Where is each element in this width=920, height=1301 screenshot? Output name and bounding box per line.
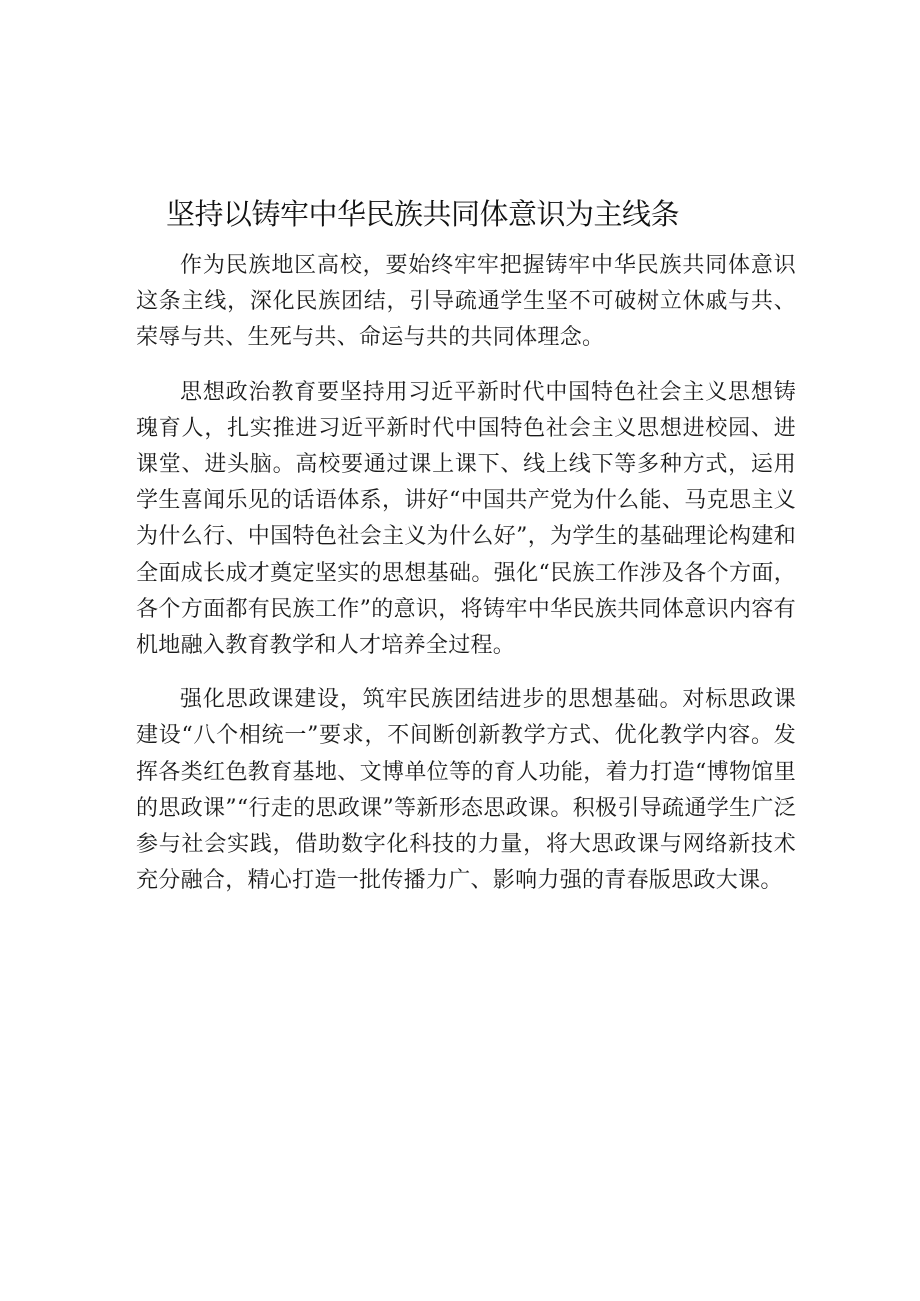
paragraph-2: 思想政治教育要坚持用习近平新时代中国特色社会主义思想铸瑰育人，扎实推进习近平新时代中国特色社会主义思想进校园、进课堂、进头脑。高校要通过课上课下、线上线下等多种方式，运用学生喜闻乐见的话语体系，讲好“中国共产党为什么能、马克思主义为什么行、中国特色社会主义为什么好”，为学生的基础理论构建和全面成长成才奠定坚实的思想基础。强化“民族工作涉及各个方面，各个方面都有民族工作”的意识，将铸牢中华民族共同体意识内容有机地融入教育教学和人才培养全过程。: [136, 379, 796, 659]
document-title: 坚持以铸牢中华民族共同体意识为主线条: [166, 197, 680, 231]
document-body: [136, 248, 796, 917]
paragraph-3: 强化思政课建设，筑牢民族团结进步的思想基础。对标思政课建设“八个相统一”要求，不间断创新教学方式、优化教学内容。发挥各类红色教育基地、文博单位等的育人功能，着力打造“博物馆里的思政课”“行走的思政课”等新形态思政课。积极引导疏通学生广泛参与社会实践，借助数字化科技的力量，将大思政课与网络新技术充分融合，精心打造一批传播力广、影响力强的青春版思政大课。: [136, 687, 796, 894]
paragraph-1: 作为民族地区高校，要始终牢牢把握铸牢中华民族共同体意识这条主线，深化民族团结，引导疏通学生坚不可破树立休戚与共、荣辱与共、生死与共、命运与共的共同体理念。: [136, 253, 796, 351]
